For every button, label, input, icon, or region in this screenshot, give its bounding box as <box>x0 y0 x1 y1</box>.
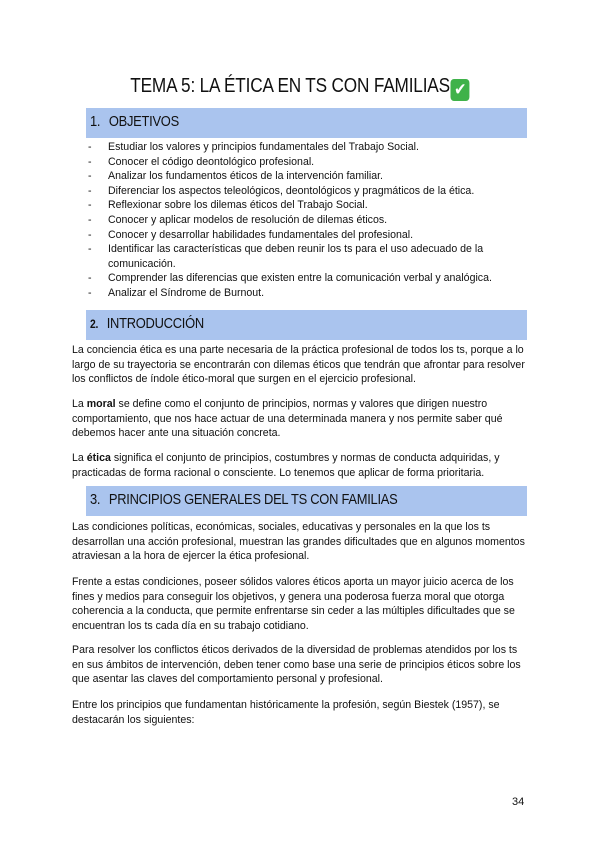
intro-paragraph-3: La ética significa el conjunto de principios, costumbres y normas de conducta adquiridas, y practicadas de forma racional o consciente. Lo tenemos que aplicar de forma prioritaria. <box>72 452 500 479</box>
term-etica: ética <box>86 452 111 464</box>
section-label: OBJETIVOS <box>108 113 179 130</box>
list-item: - Diferenciar los aspectos teleológicos, deontológicos y pragmáticos de la ética. <box>88 184 528 199</box>
list-item: - Comprender las diferencias que existen entre la comunicación verbal y analógica. <box>88 271 528 286</box>
principles-paragraph-4: Entre los principios que fundamentan históricamente la profesión, según Biestek (1957), se destacarán los siguientes: <box>72 699 500 726</box>
section-label: INTRODUCCIÓN <box>106 315 204 332</box>
principles-paragraph-3: Para resolver los conflictos éticos derivados de la diversidad de problemas atendidos por los ts en sus ámbitos de intervención, deben tener como base una serie de principios éticos sobre los que asentar las claves del comportamiento personal y profesional. <box>72 644 521 686</box>
check-mark-icon: ✔ <box>451 79 470 101</box>
term-moral: moral <box>86 398 116 410</box>
section-label: PRINCIPIOS GENERALES DEL TS CON FAMILIAS <box>108 491 398 508</box>
intro-paragraph-1: La conciencia ética es una parte necesaria de la práctica profesional de todos los ts, porque a lo largo de su trayectoria se encontrarán con dilemas éticos que tendrán que afrontar para resolver los conflictos de índole ético-moral que surgen en el ejercicio profesional. <box>72 344 525 386</box>
section-header-objetivos <box>86 108 527 138</box>
list-item: - Estudiar los valores y principios fundamentales del Trabajo Social. <box>88 140 528 155</box>
list-item: - Identificar las características que deben reunir los ts para el uso adecuado de la comunicación. <box>88 242 528 271</box>
list-item: - Reflexionar sobre los dilemas éticos del Trabajo Social. <box>88 198 528 213</box>
section-number: 2. <box>90 317 99 331</box>
title-text: TEMA 5: LA ÉTICA EN TS CON FAMILIAS <box>130 75 450 97</box>
intro-paragraph-2: La moral se define como el conjunto de principios, normas y valores que dirigen nuestro comportamiento, que nos hace actuar de una determinada manera y nos permite saber qué debemos hacer ante una situación concreta. <box>72 398 503 440</box>
list-item: - Conocer y aplicar modelos de resolución de dilemas éticos. <box>88 213 528 228</box>
principles-paragraph-1: Las condiciones políticas, económicas, sociales, educativas y personales en la que los ts desarrollan una acción profesional, muestran las grandes dificultades que en algunos momentos atraviesan a la hora de ejercer la ética profesional. <box>72 521 525 563</box>
section-header-principios <box>86 486 527 516</box>
principles-paragraph-2: Frente a estas condiciones, poseer sólidos valores éticos aporta un mayor juicio acerca de los fines y medios para conseguir los objetivos, y genera una poderosa fuerza moral que otorga coherencia a la conducta, que permite enfrentarse sin ceder a las múltiples dificultades que se encuentran los ts cada día en su trabajo cotidiano. <box>72 576 515 632</box>
list-item: - Conocer el código deontológico profesional. <box>88 155 528 170</box>
list-item: - Analizar los fundamentos éticos de la intervención familiar. <box>88 169 528 184</box>
objectives-list <box>88 140 528 301</box>
section-number: 1. <box>90 113 101 130</box>
page-number: 34 <box>512 796 525 808</box>
list-item: - Conocer y desarrollar habilidades fundamentales del profesional. <box>88 228 528 243</box>
section-number: 3. <box>90 491 101 508</box>
section-header-introduccion <box>86 310 527 340</box>
page-title <box>42 72 558 101</box>
list-item: - Analizar el Síndrome de Burnout. <box>88 286 528 301</box>
